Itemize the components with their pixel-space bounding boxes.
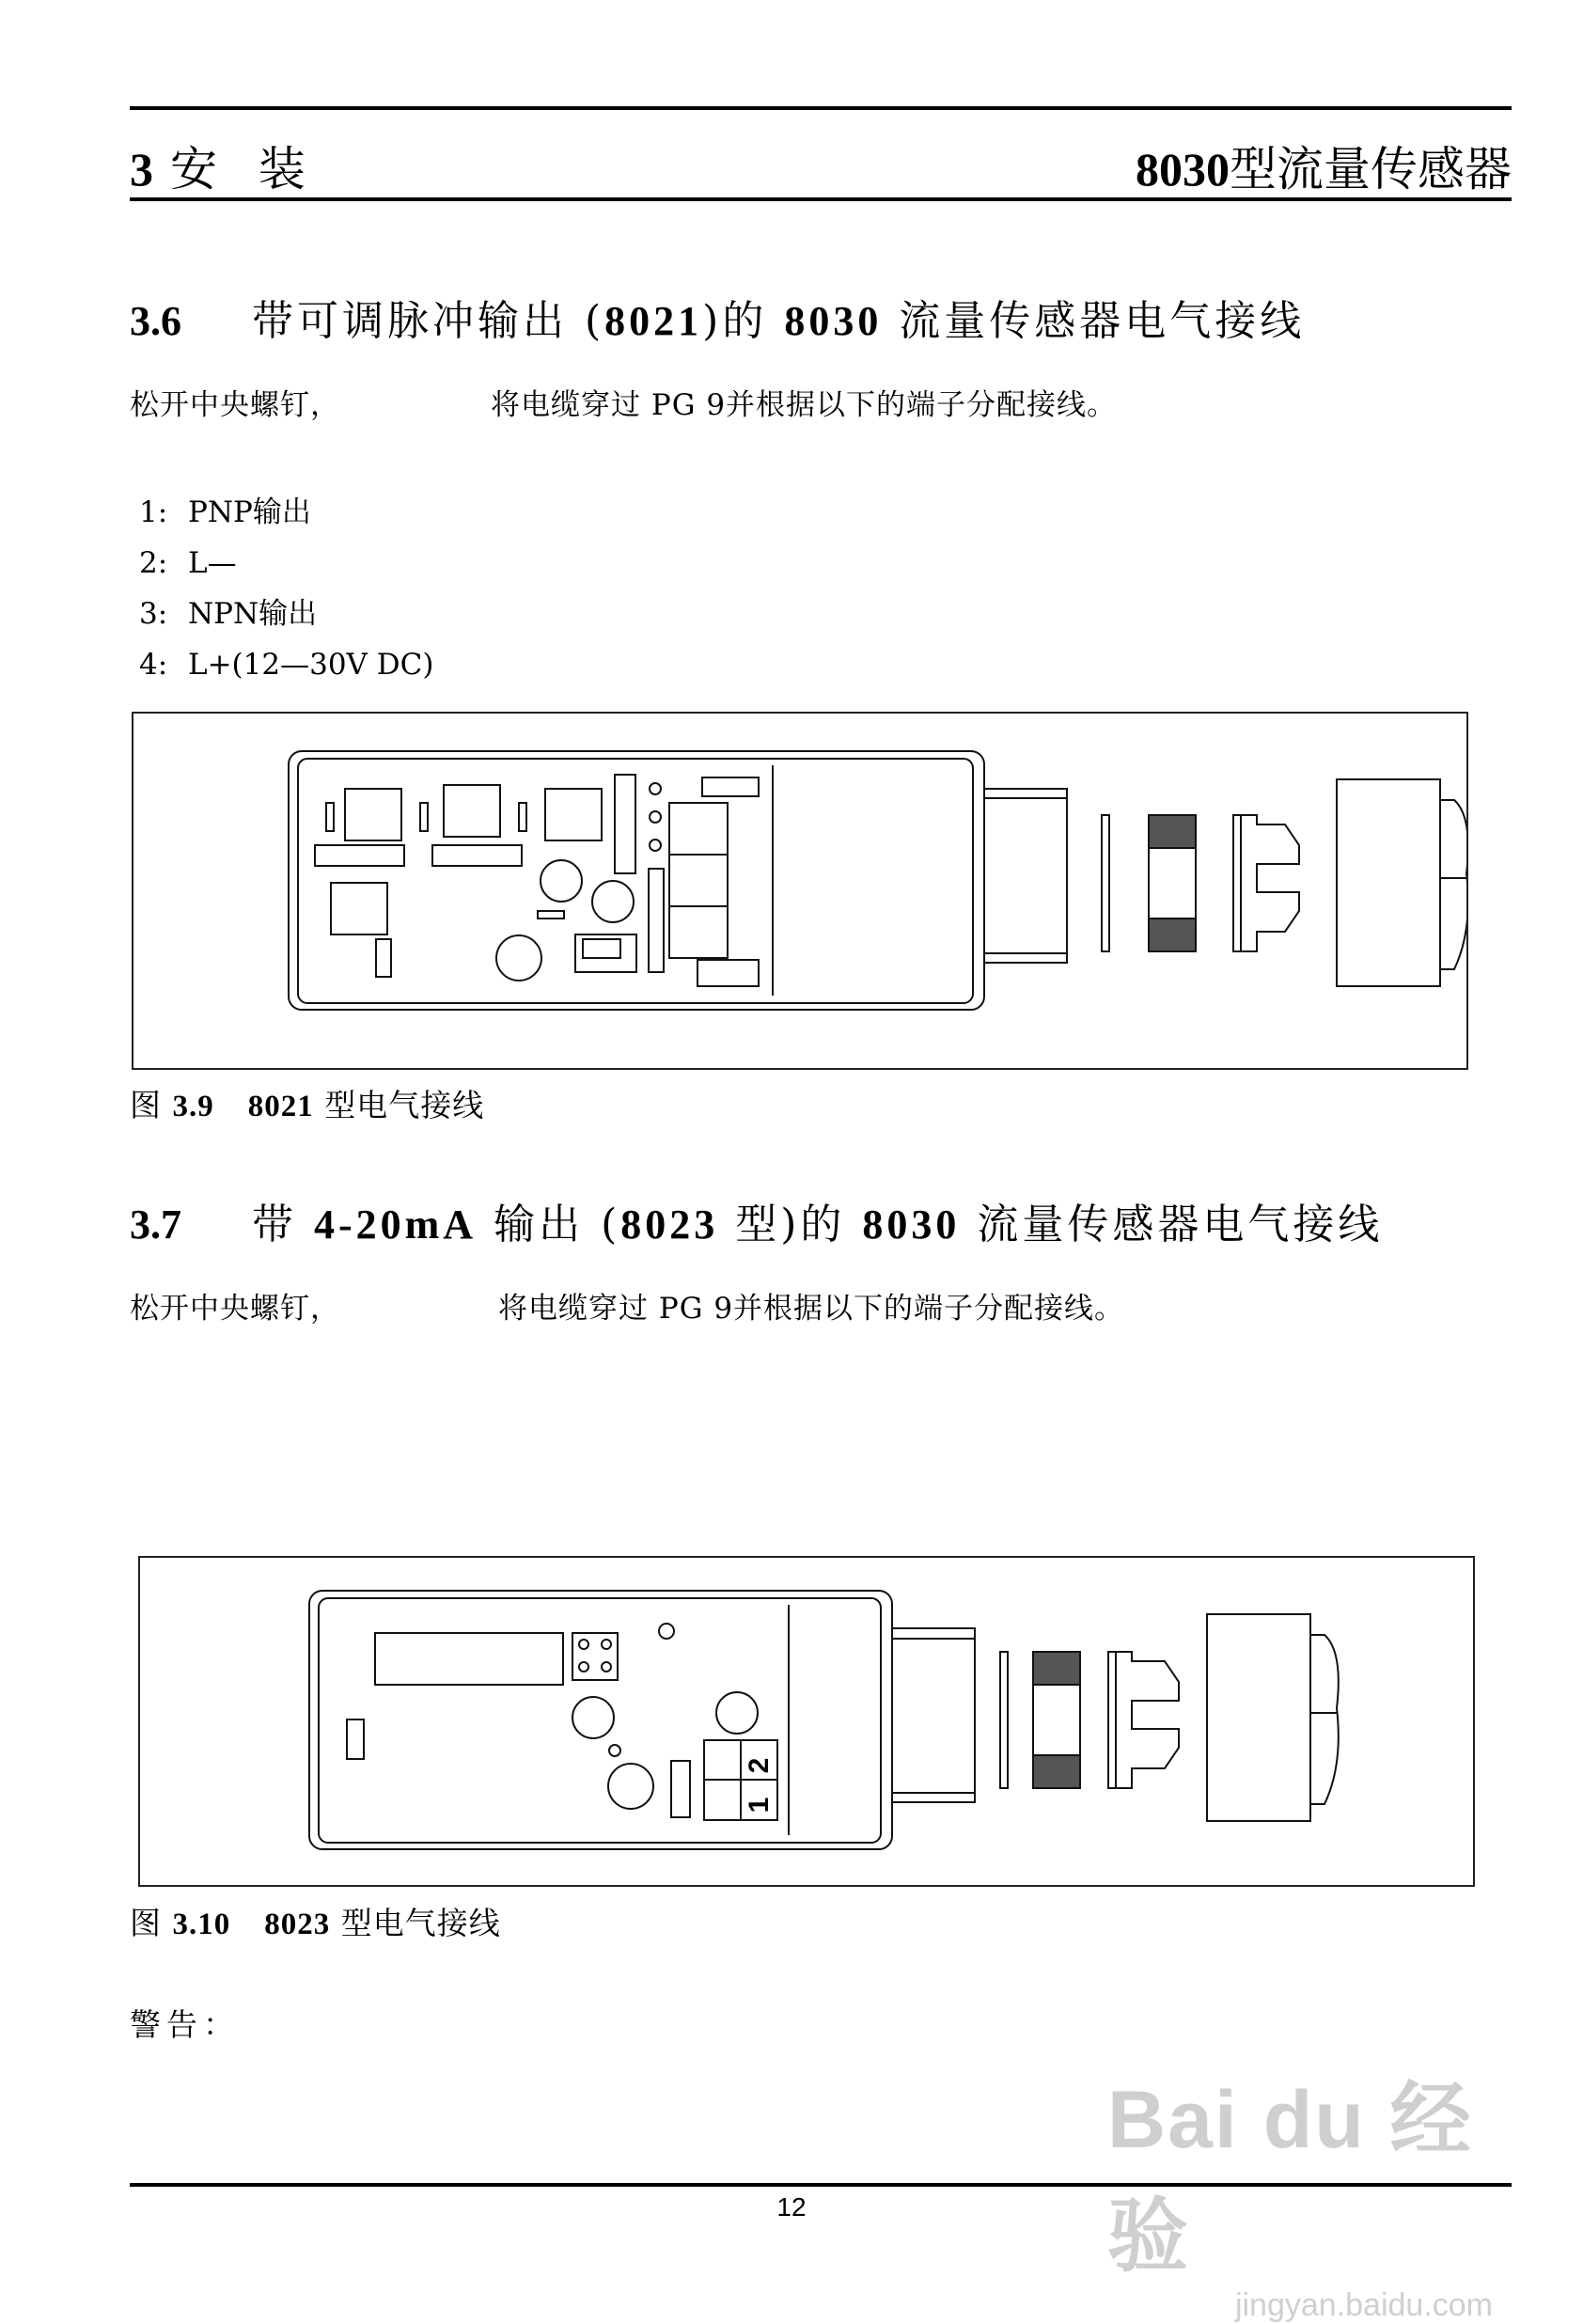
- figure-3-9-wiring-diagram: [133, 714, 1466, 1068]
- section-3-6-title: 3.6 带可调脉冲输出 (8021)的 8030 流量传感器电气接线: [130, 297, 1306, 345]
- section-3-7-title: 3.7 带 4-20mA 输出 (8023 型)的 8030 流量传感器电气接线: [130, 1201, 1384, 1248]
- terminal-label-1: 1: [744, 1797, 775, 1814]
- section-3-7-instructions: 松开中央螺钉， 将电缆穿过 PG 9并根据以下的端子分配接线。: [130, 1292, 1125, 1326]
- terminal-item: 1: PNP输出: [139, 495, 311, 529]
- figure-3-9-frame: [132, 712, 1468, 1070]
- terminal-list: [139, 487, 433, 690]
- chapter-heading: 3 安 装: [130, 142, 319, 196]
- terminal-label-2: 2: [744, 1757, 775, 1774]
- figure-3-10-wiring-diagram: [140, 1558, 1473, 1885]
- footer-rule: [130, 2183, 1512, 2187]
- baidu-watermark: Bai du 经验 jingyan.baidu.com: [1107, 2075, 1493, 2323]
- terminal-item: 3: NPN输出: [139, 597, 318, 631]
- warning-heading: 警告：: [130, 2006, 240, 2043]
- header-bottom-rule: [130, 197, 1512, 201]
- header-top-rule: [130, 106, 1512, 110]
- product-heading: 8030型流量传感器: [1136, 142, 1512, 196]
- terminal-item: 2: L—: [139, 546, 237, 580]
- figure-3-10-caption: 图 3.10 8023 型电气接线: [130, 1905, 501, 1941]
- terminal-item: 4: L+(12—30V DC): [139, 648, 434, 682]
- figure-3-9-caption: 图 3.9 8021 型电气接线: [130, 1087, 485, 1123]
- page-number: 12: [776, 2192, 807, 2222]
- figure-3-10-frame: [138, 1556, 1475, 1887]
- section-3-6-instructions: 松开中央螺钉， 将电缆穿过 PG 9并根据以下的端子分配接线。: [130, 388, 1118, 422]
